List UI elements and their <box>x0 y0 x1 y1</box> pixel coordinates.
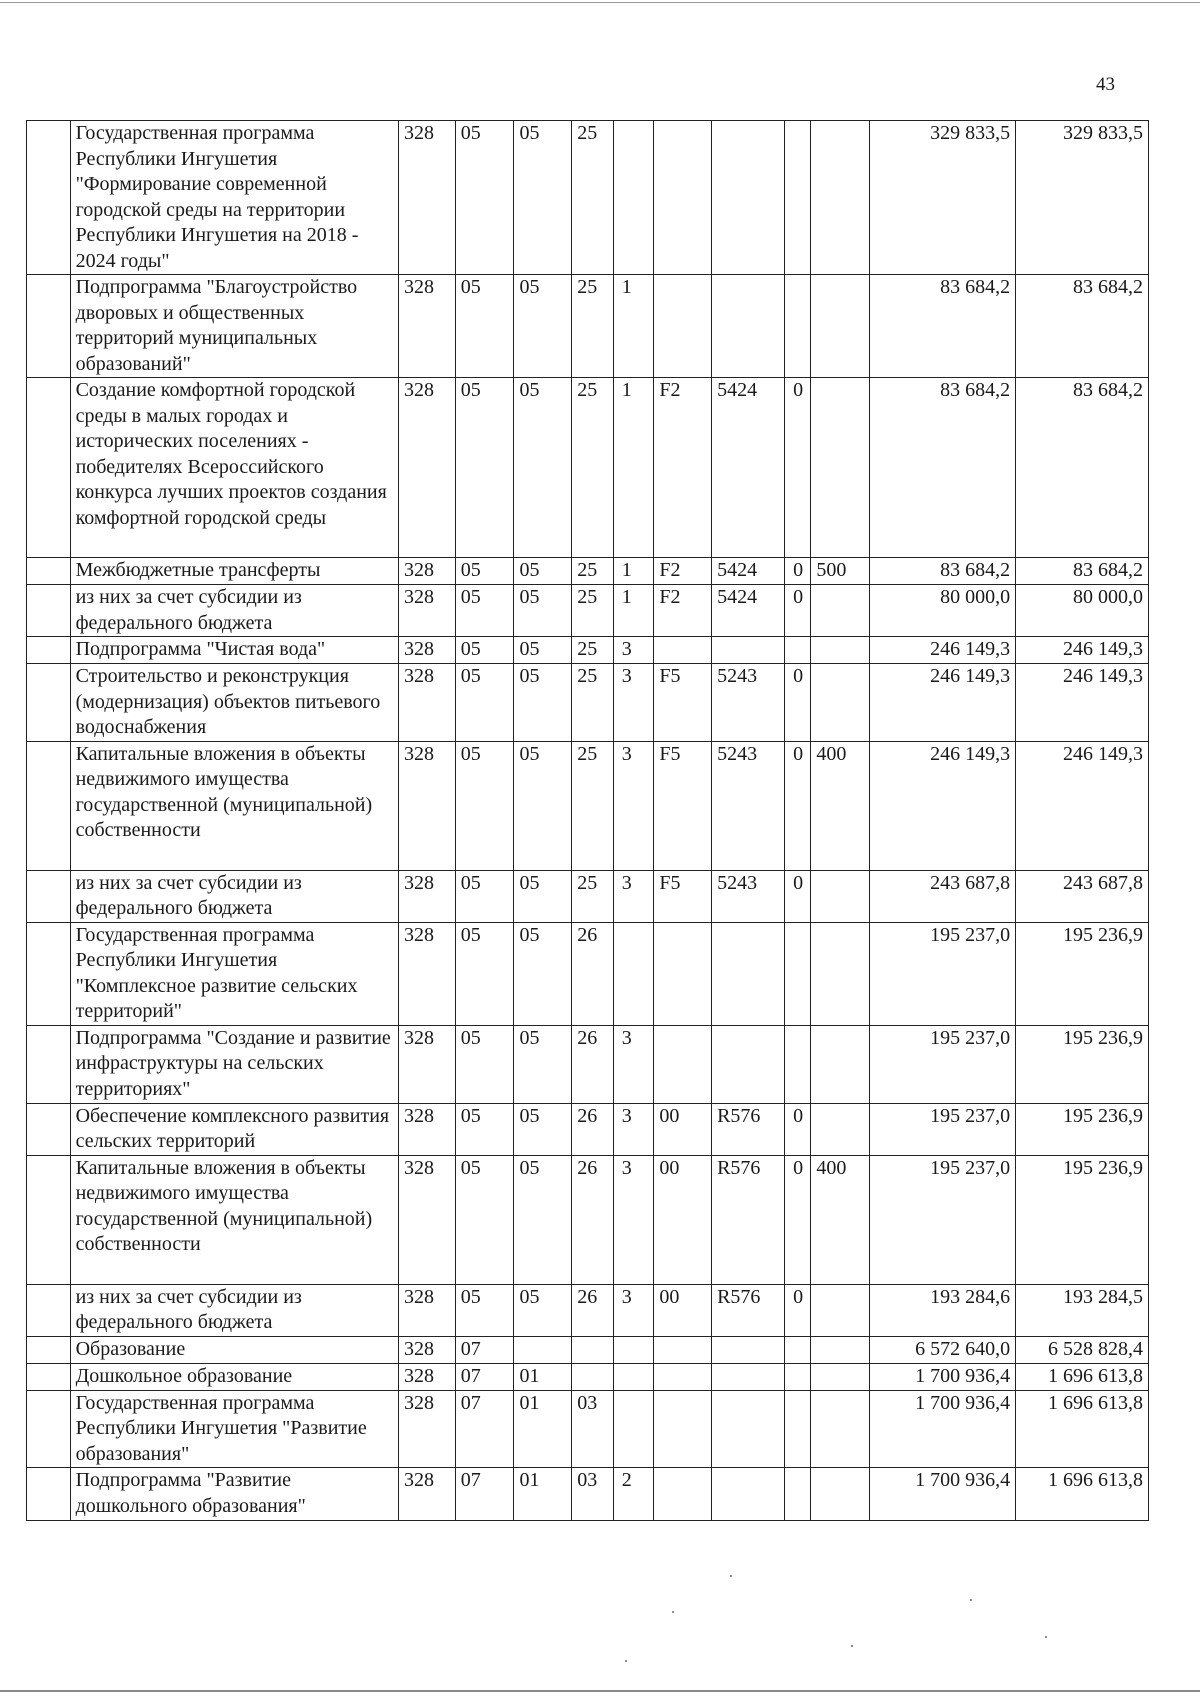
code-cell-8: 0 <box>785 741 811 870</box>
item-name-cell: Государственная программа Республики Ингушетия "Комплексное развитие сельских территорий" <box>70 922 398 1025</box>
amount-cell-1: 329 833,5 <box>870 121 1016 275</box>
code-cell-9: 400 <box>811 1155 870 1284</box>
amount-cell-1: 246 149,3 <box>870 664 1016 742</box>
amount-cell-1: 246 149,3 <box>870 637 1016 664</box>
code-cell-4: 25 <box>572 870 614 922</box>
code-cell-5: 3 <box>613 1284 654 1336</box>
code-cell-7: 5243 <box>712 870 785 922</box>
table-row <box>27 870 1149 922</box>
item-name-cell: Подпрограмма "Благоустройство дворовых и общественных территорий муниципальных образований" <box>70 275 398 378</box>
code-cell-7 <box>712 121 785 275</box>
code-cell-5 <box>613 1390 654 1468</box>
code-cell-2: 05 <box>455 1025 514 1103</box>
code-cell-2: 07 <box>455 1390 514 1468</box>
code-cell-3: 05 <box>514 922 572 1025</box>
row-index-cell <box>27 558 71 585</box>
scan-speck <box>672 1611 674 1613</box>
code-cell-5: 3 <box>613 1025 654 1103</box>
code-cell-1: 328 <box>398 741 455 870</box>
code-cell-2: 05 <box>455 1155 514 1284</box>
amount-cell-2: 329 833,5 <box>1016 121 1149 275</box>
code-cell-4: 25 <box>572 121 614 275</box>
table-row <box>27 741 1149 870</box>
table-row <box>27 922 1149 1025</box>
code-cell-9 <box>811 1363 870 1390</box>
item-name-cell: Дошкольное образование <box>70 1363 398 1390</box>
code-cell-4: 26 <box>572 1284 614 1336</box>
code-cell-3: 01 <box>514 1363 572 1390</box>
scan-speck <box>1045 1636 1047 1638</box>
item-name-cell: Межбюджетные трансферты <box>70 558 398 585</box>
scan-speck <box>625 1660 627 1662</box>
code-cell-6: F5 <box>654 741 712 870</box>
row-index-cell <box>27 378 71 558</box>
table-row <box>27 1468 1149 1521</box>
amount-cell-2: 195 236,9 <box>1016 1025 1149 1103</box>
amount-cell-1: 1 700 936,4 <box>870 1363 1016 1390</box>
amount-cell-1: 195 237,0 <box>870 922 1016 1025</box>
row-index-cell <box>27 1284 71 1336</box>
code-cell-4: 25 <box>572 275 614 378</box>
code-cell-4: 25 <box>572 585 614 637</box>
code-cell-6: 00 <box>654 1103 712 1155</box>
code-cell-9: 500 <box>811 558 870 585</box>
code-cell-6: F2 <box>654 378 712 558</box>
amount-cell-2: 195 236,9 <box>1016 1155 1149 1284</box>
code-cell-1: 328 <box>398 1336 455 1363</box>
code-cell-5: 3 <box>613 1103 654 1155</box>
row-index-cell <box>27 1155 71 1284</box>
row-index-cell <box>27 741 71 870</box>
amount-cell-2: 83 684,2 <box>1016 558 1149 585</box>
item-name-cell: Образование <box>70 1336 398 1363</box>
code-cell-8: 0 <box>785 1103 811 1155</box>
table-row <box>27 1363 1149 1390</box>
code-cell-4: 26 <box>572 922 614 1025</box>
code-cell-8 <box>785 1025 811 1103</box>
code-cell-5: 1 <box>613 558 654 585</box>
amount-cell-2: 195 236,9 <box>1016 1103 1149 1155</box>
code-cell-9 <box>811 121 870 275</box>
code-cell-4: 25 <box>572 664 614 742</box>
amount-cell-1: 83 684,2 <box>870 558 1016 585</box>
code-cell-1: 328 <box>398 1284 455 1336</box>
amount-cell-1: 243 687,8 <box>870 870 1016 922</box>
row-index-cell <box>27 922 71 1025</box>
code-cell-5 <box>613 1336 654 1363</box>
code-cell-5: 3 <box>613 1155 654 1284</box>
code-cell-5: 3 <box>613 637 654 664</box>
code-cell-2: 05 <box>455 378 514 558</box>
code-cell-7: 5424 <box>712 378 785 558</box>
code-cell-1: 328 <box>398 585 455 637</box>
code-cell-1: 328 <box>398 1025 455 1103</box>
row-index-cell <box>27 1390 71 1468</box>
code-cell-2: 05 <box>455 121 514 275</box>
code-cell-1: 328 <box>398 558 455 585</box>
amount-cell-2: 195 236,9 <box>1016 922 1149 1025</box>
amount-cell-1: 1 700 936,4 <box>870 1390 1016 1468</box>
code-cell-8 <box>785 1363 811 1390</box>
code-cell-7: 5424 <box>712 585 785 637</box>
amount-cell-1: 246 149,3 <box>870 741 1016 870</box>
table-row <box>27 1025 1149 1103</box>
code-cell-2: 05 <box>455 558 514 585</box>
code-cell-9 <box>811 1336 870 1363</box>
amount-cell-1: 195 237,0 <box>870 1155 1016 1284</box>
code-cell-7 <box>712 1025 785 1103</box>
row-index-cell <box>27 664 71 742</box>
code-cell-2: 05 <box>455 741 514 870</box>
code-cell-3: 05 <box>514 1103 572 1155</box>
row-index-cell <box>27 1468 71 1521</box>
scan-speck <box>730 1575 732 1577</box>
code-cell-3: 05 <box>514 558 572 585</box>
code-cell-6 <box>654 1336 712 1363</box>
code-cell-1: 328 <box>398 870 455 922</box>
amount-cell-1: 1 700 936,4 <box>870 1468 1016 1521</box>
table-row <box>27 1155 1149 1284</box>
code-cell-6 <box>654 275 712 378</box>
code-cell-6: F2 <box>654 558 712 585</box>
row-index-cell <box>27 275 71 378</box>
code-cell-9 <box>811 1025 870 1103</box>
code-cell-6: F5 <box>654 664 712 742</box>
code-cell-9 <box>811 378 870 558</box>
code-cell-8 <box>785 121 811 275</box>
code-cell-6: F2 <box>654 585 712 637</box>
code-cell-6: 00 <box>654 1155 712 1284</box>
amount-cell-1: 195 237,0 <box>870 1103 1016 1155</box>
code-cell-8: 0 <box>785 870 811 922</box>
code-cell-5: 1 <box>613 378 654 558</box>
code-cell-9 <box>811 1284 870 1336</box>
code-cell-3: 05 <box>514 275 572 378</box>
code-cell-3: 05 <box>514 870 572 922</box>
code-cell-8 <box>785 637 811 664</box>
amount-cell-2: 80 000,0 <box>1016 585 1149 637</box>
page-number: 43 <box>1096 74 1115 95</box>
row-index-cell <box>27 585 71 637</box>
code-cell-7 <box>712 275 785 378</box>
item-name-cell: Строительство и реконструкция (модернизация) объектов питьевого водоснабжения <box>70 664 398 742</box>
code-cell-5: 3 <box>613 870 654 922</box>
amount-cell-2: 83 684,2 <box>1016 378 1149 558</box>
code-cell-1: 328 <box>398 1155 455 1284</box>
code-cell-8 <box>785 922 811 1025</box>
table-row <box>27 275 1149 378</box>
code-cell-3: 05 <box>514 1155 572 1284</box>
item-name-cell: из них за счет субсидии из федерального бюджета <box>70 585 398 637</box>
code-cell-4: 26 <box>572 1155 614 1284</box>
item-name-cell: Обеспечение комплексного развития сельских территорий <box>70 1103 398 1155</box>
item-name-cell: Создание комфортной городской среды в малых городах и исторических поселениях - победителях Всероссийского конкурса лучших проектов создания комфортной городской среды <box>70 378 398 558</box>
code-cell-2: 07 <box>455 1336 514 1363</box>
code-cell-7: 5424 <box>712 558 785 585</box>
code-cell-2: 05 <box>455 664 514 742</box>
table-row <box>27 1103 1149 1155</box>
code-cell-5 <box>613 1363 654 1390</box>
code-cell-6 <box>654 1363 712 1390</box>
code-cell-7: R576 <box>712 1284 785 1336</box>
code-cell-6: 00 <box>654 1284 712 1336</box>
code-cell-4: 26 <box>572 1025 614 1103</box>
item-name-cell: Подпрограмма "Чистая вода" <box>70 637 398 664</box>
code-cell-3: 05 <box>514 664 572 742</box>
code-cell-1: 328 <box>398 378 455 558</box>
item-name-cell: Капитальные вложения в объекты недвижимого имущества государственной (муниципальной) собственности <box>70 1155 398 1284</box>
amount-cell-1: 195 237,0 <box>870 1025 1016 1103</box>
code-cell-6 <box>654 1390 712 1468</box>
budget-table <box>26 120 1149 1521</box>
code-cell-8: 0 <box>785 1155 811 1284</box>
code-cell-2: 07 <box>455 1363 514 1390</box>
code-cell-9 <box>811 870 870 922</box>
table-row <box>27 585 1149 637</box>
code-cell-7: R576 <box>712 1155 785 1284</box>
amount-cell-1: 83 684,2 <box>870 275 1016 378</box>
code-cell-4: 03 <box>572 1390 614 1468</box>
row-index-cell <box>27 870 71 922</box>
item-name-cell: Капитальные вложения в объекты недвижимого имущества государственной (муниципальной) собственности <box>70 741 398 870</box>
code-cell-2: 07 <box>455 1468 514 1521</box>
code-cell-3: 05 <box>514 378 572 558</box>
table-row <box>27 121 1149 275</box>
budget-table-body <box>27 121 1149 1521</box>
code-cell-4 <box>572 1336 614 1363</box>
amount-cell-2: 193 284,5 <box>1016 1284 1149 1336</box>
code-cell-8: 0 <box>785 378 811 558</box>
code-cell-5: 3 <box>613 664 654 742</box>
row-index-cell <box>27 1103 71 1155</box>
code-cell-7: R576 <box>712 1103 785 1155</box>
amount-cell-2: 243 687,8 <box>1016 870 1149 922</box>
code-cell-1: 328 <box>398 637 455 664</box>
code-cell-4: 25 <box>572 558 614 585</box>
code-cell-3: 05 <box>514 741 572 870</box>
code-cell-3: 05 <box>514 637 572 664</box>
amount-cell-2: 6 528 828,4 <box>1016 1336 1149 1363</box>
amount-cell-2: 246 149,3 <box>1016 741 1149 870</box>
code-cell-2: 05 <box>455 275 514 378</box>
code-cell-2: 05 <box>455 922 514 1025</box>
table-row <box>27 664 1149 742</box>
code-cell-6 <box>654 121 712 275</box>
code-cell-5: 2 <box>613 1468 654 1521</box>
amount-cell-2: 246 149,3 <box>1016 637 1149 664</box>
amount-cell-2: 1 696 613,8 <box>1016 1363 1149 1390</box>
code-cell-1: 328 <box>398 922 455 1025</box>
amount-cell-2: 246 149,3 <box>1016 664 1149 742</box>
row-index-cell <box>27 1363 71 1390</box>
code-cell-4: 26 <box>572 1103 614 1155</box>
amount-cell-1: 193 284,6 <box>870 1284 1016 1336</box>
code-cell-2: 05 <box>455 1284 514 1336</box>
code-cell-7 <box>712 1363 785 1390</box>
code-cell-4: 03 <box>572 1468 614 1521</box>
code-cell-8 <box>785 275 811 378</box>
code-cell-2: 05 <box>455 637 514 664</box>
amount-cell-1: 83 684,2 <box>870 378 1016 558</box>
code-cell-7 <box>712 1390 785 1468</box>
row-index-cell <box>27 637 71 664</box>
code-cell-5 <box>613 922 654 1025</box>
code-cell-6 <box>654 922 712 1025</box>
item-name-cell: из них за счет субсидии из федерального бюджета <box>70 1284 398 1336</box>
code-cell-9 <box>811 637 870 664</box>
code-cell-5: 3 <box>613 741 654 870</box>
code-cell-6: F5 <box>654 870 712 922</box>
code-cell-1: 328 <box>398 1390 455 1468</box>
code-cell-6 <box>654 1025 712 1103</box>
code-cell-8 <box>785 1336 811 1363</box>
code-cell-2: 05 <box>455 1103 514 1155</box>
code-cell-4: 25 <box>572 378 614 558</box>
code-cell-8 <box>785 1390 811 1468</box>
code-cell-9 <box>811 585 870 637</box>
code-cell-5 <box>613 121 654 275</box>
code-cell-4 <box>572 1363 614 1390</box>
code-cell-7 <box>712 637 785 664</box>
code-cell-1: 328 <box>398 121 455 275</box>
scan-bottom-edge <box>0 1690 1200 1692</box>
scan-top-edge <box>0 2 1200 3</box>
code-cell-1: 328 <box>398 275 455 378</box>
code-cell-2: 05 <box>455 870 514 922</box>
code-cell-8: 0 <box>785 1284 811 1336</box>
code-cell-8: 0 <box>785 585 811 637</box>
code-cell-1: 328 <box>398 1363 455 1390</box>
amount-cell-2: 1 696 613,8 <box>1016 1390 1149 1468</box>
row-index-cell <box>27 1336 71 1363</box>
code-cell-8: 0 <box>785 664 811 742</box>
row-index-cell <box>27 1025 71 1103</box>
table-row <box>27 1336 1149 1363</box>
code-cell-6 <box>654 637 712 664</box>
table-row <box>27 378 1149 558</box>
row-index-cell <box>27 121 71 275</box>
code-cell-9: 400 <box>811 741 870 870</box>
scan-speck <box>851 1645 853 1647</box>
code-cell-9 <box>811 1468 870 1521</box>
item-name-cell: Государственная программа Республики Ингушетия "Формирование современной городской среды на территории Республики Ингушетия на 2018 - 2024 годы" <box>70 121 398 275</box>
code-cell-6 <box>654 1468 712 1521</box>
table-row <box>27 558 1149 585</box>
code-cell-9 <box>811 664 870 742</box>
code-cell-3: 05 <box>514 121 572 275</box>
code-cell-1: 328 <box>398 664 455 742</box>
item-name-cell: Подпрограмма "Создание и развитие инфраструктуры на сельских территориях" <box>70 1025 398 1103</box>
code-cell-3: 05 <box>514 1284 572 1336</box>
table-row <box>27 1390 1149 1468</box>
scan-speck <box>970 1599 972 1601</box>
amount-cell-2: 1 696 613,8 <box>1016 1468 1149 1521</box>
code-cell-3 <box>514 1336 572 1363</box>
table-row <box>27 637 1149 664</box>
code-cell-9 <box>811 1103 870 1155</box>
code-cell-3: 01 <box>514 1390 572 1468</box>
item-name-cell: из них за счет субсидии из федерального бюджета <box>70 870 398 922</box>
amount-cell-1: 80 000,0 <box>870 585 1016 637</box>
code-cell-1: 328 <box>398 1103 455 1155</box>
code-cell-9 <box>811 1390 870 1468</box>
code-cell-7 <box>712 922 785 1025</box>
code-cell-7 <box>712 1336 785 1363</box>
code-cell-7: 5243 <box>712 741 785 870</box>
code-cell-7 <box>712 1468 785 1521</box>
item-name-cell: Государственная программа Республики Ингушетия "Развитие образования" <box>70 1390 398 1468</box>
code-cell-5: 1 <box>613 585 654 637</box>
amount-cell-2: 83 684,2 <box>1016 275 1149 378</box>
code-cell-4: 25 <box>572 741 614 870</box>
code-cell-5: 1 <box>613 275 654 378</box>
table-row <box>27 1284 1149 1336</box>
code-cell-3: 05 <box>514 1025 572 1103</box>
code-cell-9 <box>811 922 870 1025</box>
code-cell-3: 05 <box>514 585 572 637</box>
amount-cell-1: 6 572 640,0 <box>870 1336 1016 1363</box>
code-cell-4: 25 <box>572 637 614 664</box>
code-cell-1: 328 <box>398 1468 455 1521</box>
item-name-cell: Подпрограмма "Развитие дошкольного образования" <box>70 1468 398 1521</box>
code-cell-3: 01 <box>514 1468 572 1521</box>
code-cell-8 <box>785 1468 811 1521</box>
code-cell-2: 05 <box>455 585 514 637</box>
code-cell-7: 5243 <box>712 664 785 742</box>
code-cell-9 <box>811 275 870 378</box>
code-cell-8: 0 <box>785 558 811 585</box>
